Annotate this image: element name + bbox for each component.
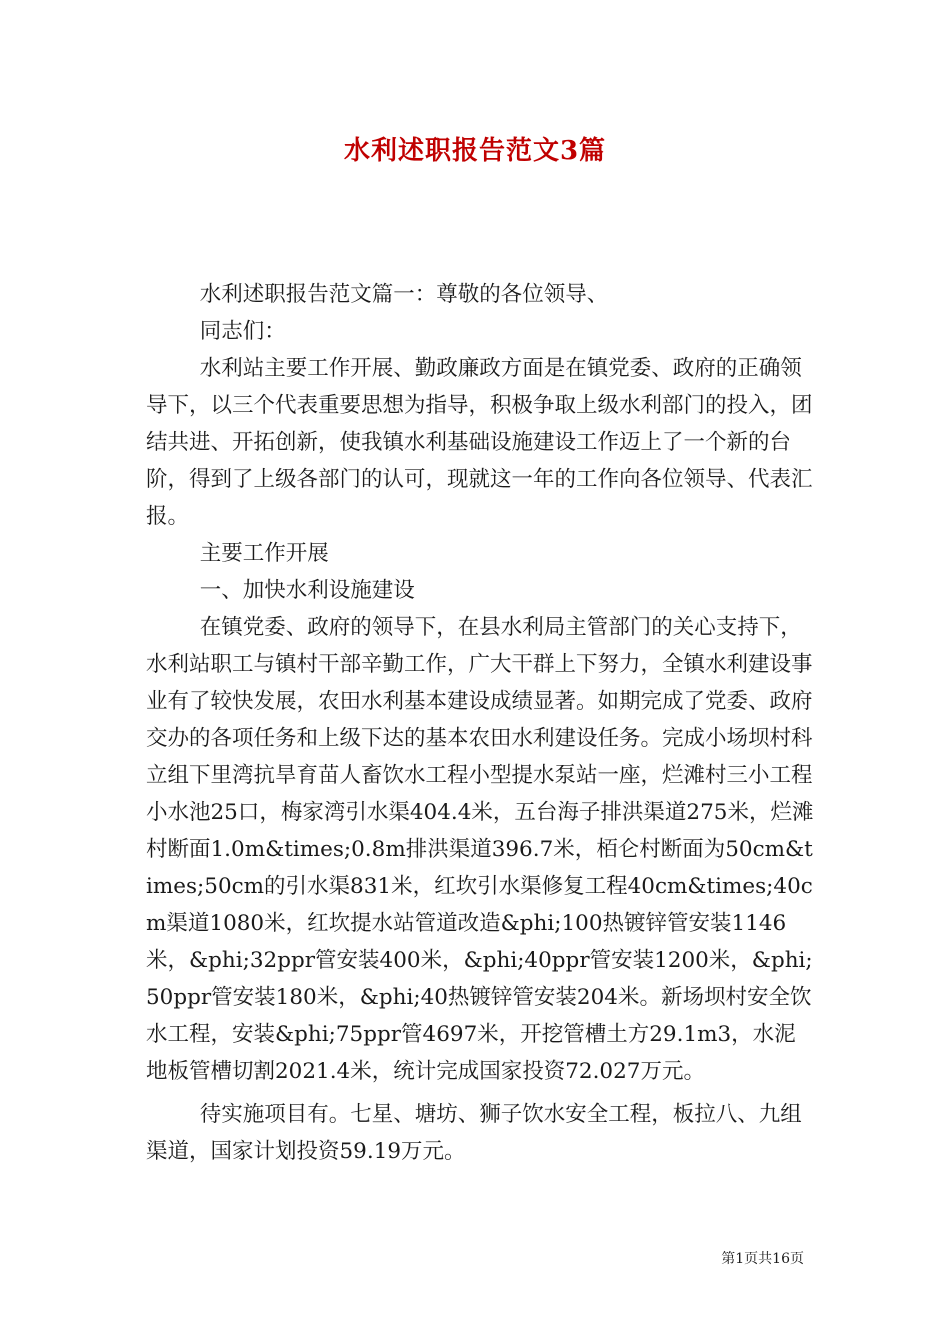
- construction-paragraph: 在镇党委、政府的领导下，在县水利局主管部门的关心支持下，水利站职工与镇村干部辛勤工作，广大干群上下努力，全镇水利建设事业有了较快发展，农田水利基本建设成绩显著。如期完成了党委、政府交办的各项任务和上级下达的基本农田水利建设任务。完成小场坝村科立组下里湾抗旱育苗人畜饮水工程小型提水泵站一座，烂滩村三小工程小水池25口，梅家湾引水渠404.4米，五台海子排洪渠道275米，烂滩村断面1.0m&times;0.8m排洪渠道396.7米，栢仑村断面为50cm&times;50cm的引水渠831米，红坎引水渠修复工程40cm&times;40cm渠道1080米，红坎提水站管道改造&phi;100热镀锌管安装1146米，&phi;32ppr管安装400米，&phi;40ppr管安装1200米，&phi;50ppr管安装180米，&phi;40热镀锌管安装204米。新场坝村安全饮水工程，安装&phi;75ppr管4697米，开挖管槽土方29.1m3，水泥地板管槽切割2021.4米，统计完成国家投资72.027万元。: [146, 615, 814, 1084]
- document-title: 水利述职报告范文3篇: [343, 136, 607, 166]
- page-number-footer: 第1页共16页: [721, 1251, 804, 1267]
- document-body: [146, 276, 814, 1170]
- salutation-line-2: 同志们：: [199, 319, 286, 344]
- subsection-heading: 一、加快水利设施建设: [199, 578, 415, 603]
- salutation-line-1: 水利述职报告范文篇一：尊敬的各位领导、: [199, 282, 609, 307]
- intro-paragraph: 水利站主要工作开展、勤政廉政方面是在镇党委、政府的正确领导下，以三个代表重要思想为指导，积极争取上级水利部门的投入，团结共进、开拓创新，使我镇水利基础设施建设工作迈上了一个新的台阶，得到了上级各部门的认可，现就这一年的工作向各位领导、代表汇报。: [146, 356, 813, 529]
- pending-projects-paragraph: 待实施项目有。七星、塘坊、狮子饮水安全工程，板拉八、九组渠道，国家计划投资59.19万元。: [146, 1102, 802, 1164]
- section-heading: 主要工作开展: [199, 541, 329, 566]
